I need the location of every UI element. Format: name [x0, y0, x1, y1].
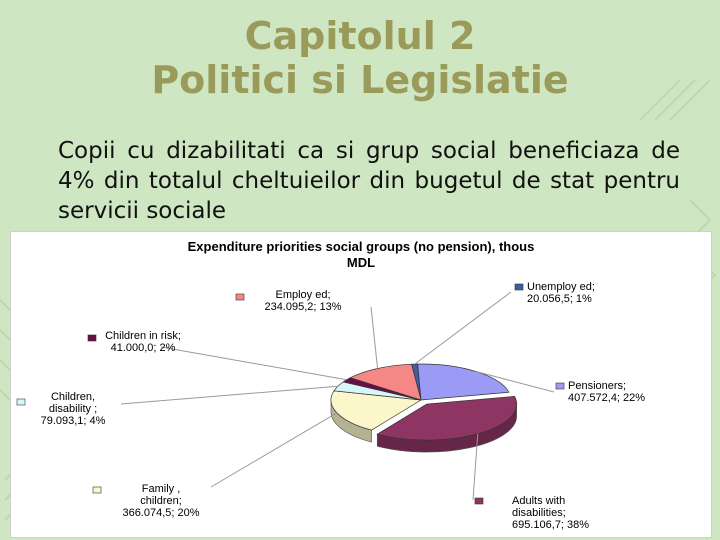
slice-label-6-line-2: 234.095,2; 13% — [264, 301, 342, 313]
slice-label-4-line-1: Children, — [50, 391, 96, 403]
legend-swatch-2 — [475, 498, 483, 504]
chart-title-line-2: MDL — [346, 255, 376, 270]
chart-panel — [10, 231, 712, 538]
pie-slices — [331, 364, 517, 452]
slice-label-0-line-2: 20.056,5; 1% — [527, 293, 592, 305]
legend-swatch-5 — [88, 335, 96, 341]
leader-line-0 — [415, 292, 511, 364]
slice-label-3-line-1: Family , — [141, 483, 181, 495]
title-line-2: Politici si Legislatie — [151, 58, 569, 102]
legend-swatch-4 — [17, 399, 25, 405]
pie-chart — [11, 232, 711, 537]
slice-label-3-line-3: 366.074,5; 20% — [122, 507, 200, 519]
slice-label-3-line-2: children; — [140, 495, 182, 507]
slice-label-4-line-2: disability ; — [48, 403, 98, 415]
legend-swatch-1 — [556, 383, 564, 389]
legend-swatch-3 — [93, 487, 101, 493]
leader-line-5 — [161, 347, 347, 380]
slice-label-5-line-2: 41.000,0; 2% — [110, 342, 176, 354]
title-line-1: Capitolul 2 — [244, 14, 476, 58]
slice-label-1-line-1: Pensioners; — [568, 380, 627, 392]
pie-slice-pensioners — [418, 364, 509, 400]
slice-label-5-line-1: Children in risk; — [105, 330, 181, 342]
leader-line-6 — [371, 307, 378, 368]
slice-label-1-line-2: 407.572,4; 22% — [568, 392, 646, 404]
legend-swatch-6 — [236, 294, 244, 300]
slice-label-0-line-1: Unemploy ed; — [527, 281, 595, 293]
legend-swatch-0 — [515, 284, 523, 290]
slice-label-2-line-1: Adults with — [512, 495, 566, 507]
leader-line-3 — [211, 413, 337, 487]
slice-label-2-line-3: 695.106,7; 38% — [512, 519, 590, 531]
chart-title-line-1: Expenditure priorities social groups (no pension), thous — [187, 239, 535, 254]
leader-line-4 — [121, 386, 338, 404]
slice-label-6-line-1: Employ ed; — [275, 289, 331, 301]
slide-body-text: Copii cu dizabilitati ca si grup social beneficiaza de 4% din totalul cheltuieilor din bugetul de stat pentru servicii sociale — [58, 138, 680, 224]
slice-label-2-line-2: disabilities; — [512, 507, 566, 519]
slice-label-4-line-3: 79.093,1; 4% — [40, 415, 106, 427]
slide-title — [0, 14, 720, 102]
